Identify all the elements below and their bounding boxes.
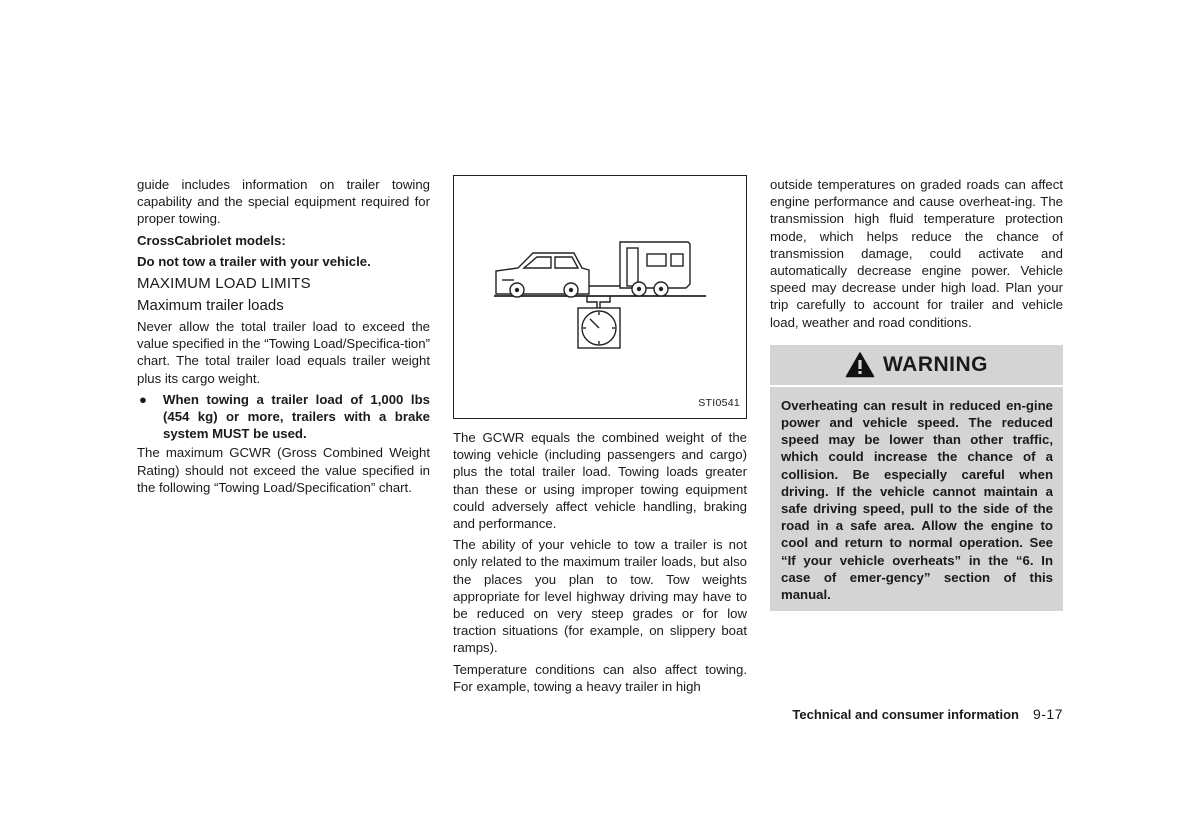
bullet-text: When towing a trailer load of 1,000 lbs (454 kg) or more, trailers with a brake system MUST be used. xyxy=(163,391,430,442)
subsection-heading: Maximum trailer loads xyxy=(137,297,284,315)
gcwr-equals-paragraph: The GCWR equals the combined weight of the towing vehicle (including passengers and cargo) plus the total trailer load. Towing loads greater than these or using improper towing equipment could adversely affect vehicle handling, braking and performance. xyxy=(453,430,747,532)
intro-paragraph: guide includes information on trailer towing capability and the special equipment required for proper towing. xyxy=(137,177,430,227)
page-footer xyxy=(792,706,1063,722)
warning-box xyxy=(770,345,1063,611)
section-heading: MAXIMUM LOAD LIMITS xyxy=(137,275,311,293)
warning-text: Overheating can result in reduced en-gine power and vehicle speed. The reduced speed may be lower than other traffic, which could increase the chance of a collision. Be especially careful when driving. If the vehicle cannot maintain a safe driving speed, pull to the side of the road in a safe area. Allow the engine to cool and return to normal operation. See “If your vehicle overheats” in the “6. In case of emer-gency” section of this manual. xyxy=(781,397,1053,603)
warning-header xyxy=(770,345,1063,387)
bullet-icon: ● xyxy=(139,391,147,407)
brake-bullet xyxy=(137,391,430,443)
models-warning: Do not tow a trailer with your vehicle. xyxy=(137,253,371,269)
warning-triangle-icon xyxy=(845,351,875,378)
tow-ability-paragraph: The ability of your vehicle to tow a trailer is not only related to the maximum trailer loads, but also the places you plan to tow. Tow weights appropriate for level highway driving may have to be reduced on very steep grades or for low traction situations (for example, on slippery boat ramps). xyxy=(453,537,747,656)
gcwr-paragraph: The maximum GCWR (Gross Combined Weight Rating) should not exceed the value specified in the following “Towing Load/Specification” chart. xyxy=(137,445,430,495)
figure-id: STI0541 xyxy=(698,396,740,409)
page-number: 9-17 xyxy=(1032,706,1063,722)
trailer-load-paragraph: Never allow the total trailer load to exceed the value specified in the “Towing Load/Specifica-tion” chart. The total trailer load equals trailer weight plus its cargo weight. xyxy=(137,319,430,386)
truck-trailer-scale-icon xyxy=(454,176,746,418)
models-label: CrossCabriolet models: xyxy=(137,232,286,248)
overheat-paragraph: outside temperatures on graded roads can affect engine performance and cause overheat-ing. The transmission high fluid temperature protection mode, which helps reduce the chance of transmission damage, could activate and automatically decrease engine power. Vehicle speed may decrease under high load. Plan your trip carefully to account for trailer and vehicle load, weather and road conditions. xyxy=(770,177,1063,330)
middle-column xyxy=(453,175,747,699)
towing-illustration xyxy=(453,175,747,419)
footer-section-title: Technical and consumer information xyxy=(792,707,1019,722)
left-column xyxy=(137,176,430,500)
right-column xyxy=(770,176,1063,611)
temperature-paragraph: Temperature conditions can also affect towing. For example, towing a heavy trailer in high xyxy=(453,661,747,694)
warning-title: WARNING xyxy=(883,353,988,377)
